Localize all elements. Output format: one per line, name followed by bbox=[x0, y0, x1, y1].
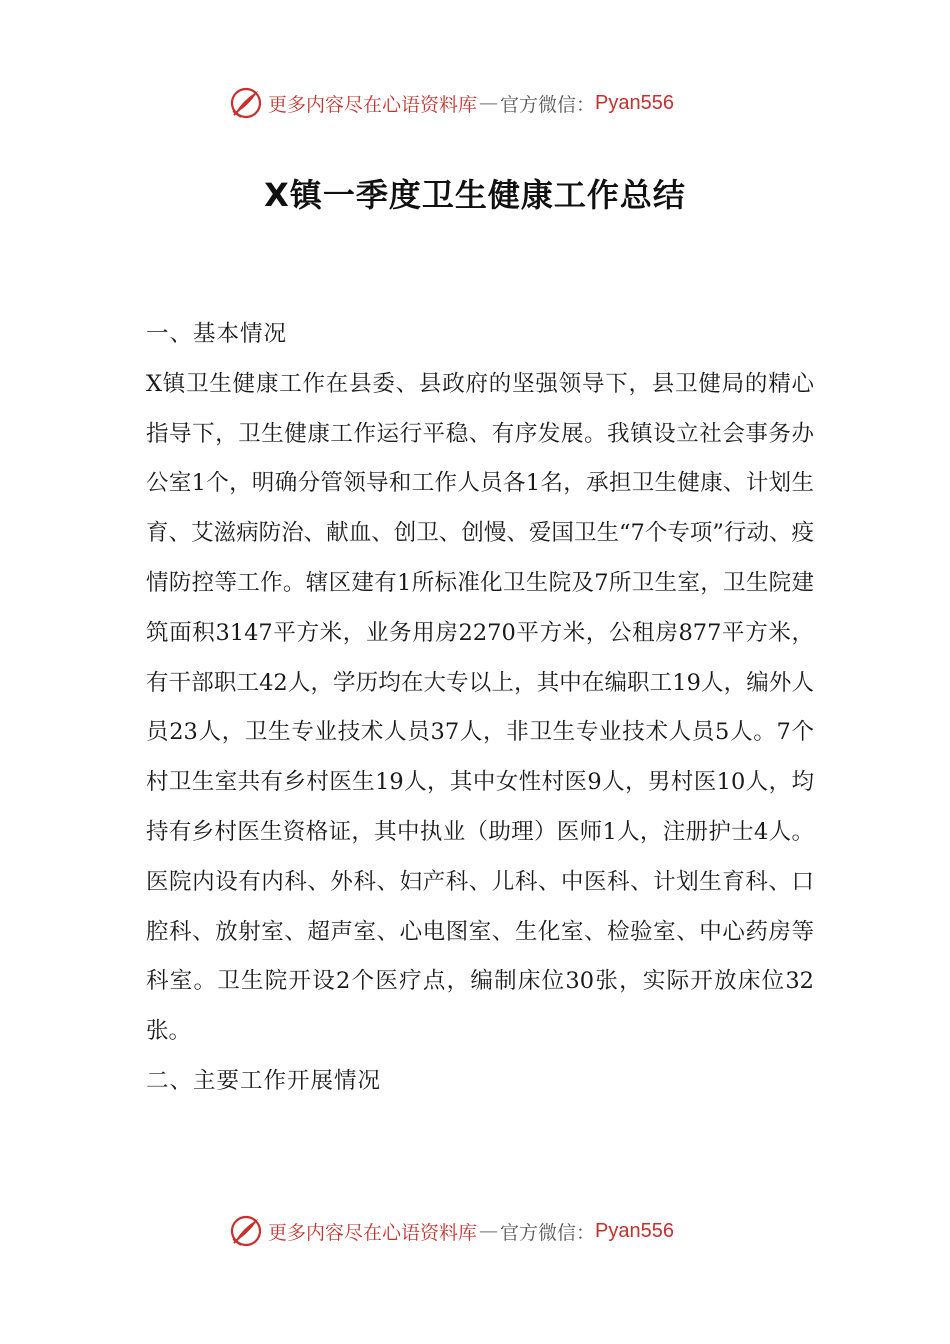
watermark-dash: — bbox=[479, 92, 499, 114]
document-body bbox=[146, 310, 814, 1107]
quill-pen-logo-icon bbox=[228, 1213, 264, 1249]
watermark-wechat-id: Pyan556 bbox=[595, 91, 674, 114]
quill-pen-logo-icon bbox=[228, 85, 264, 121]
watermark-wechat-label: 官方微信： bbox=[500, 93, 596, 116]
watermark-wechat-label: 官方微信： bbox=[500, 1221, 596, 1244]
footer-watermark bbox=[228, 1211, 674, 1251]
section2-heading: 二、主要工作开展情况 bbox=[146, 1067, 382, 1094]
watermark-wechat-id: Pyan556 bbox=[595, 1219, 674, 1242]
header-watermark bbox=[228, 83, 674, 123]
document-title: X镇一季度卫生健康工作总结 bbox=[264, 176, 686, 214]
watermark-site-text: 更多内容尽在心语资料库 bbox=[268, 93, 478, 116]
section1-paragraph: X镇卫生健康工作在县委、县政府的坚强领导下，县卫健局的精心指导下，卫生健康工作运行平稳、有序发展。我镇设立社会事务办公室1个，明确分管领导和工作人员各1名，承担卫生健康、计划生育、艾滋病防治、献血、创卫、创慢、爱国卫生“7个专项”行动、疫情防控等工作。辖区建有1所标准化卫生院及7所卫生室，卫生院建筑面积3147平方米，业务用房2270平方米，公租房877平方米，有干部职工42人，学历均在大专以上，其中在编职工19人，编外人员23人，卫生专业技术人员37人，非卫生专业技术人员5人。7个村卫生室共有乡村医生19人，其中女性村医9人，男村医10人，均持有乡村医生资格证，其中执业（助理）医师1人，注册护士4人。医院内设有内科、外科、妇产科、儿科、中医科、计划生育科、口腔科、放射室、超声室、心电图室、生化室、检验室、中心药房等科室。卫生院开设2个医疗点，编制床位30张，实际开放床位32张。 bbox=[146, 370, 814, 1045]
watermark-dash: — bbox=[479, 1220, 499, 1242]
watermark-site-text: 更多内容尽在心语资料库 bbox=[268, 1221, 478, 1244]
section1-heading: 一、基本情况 bbox=[146, 321, 288, 347]
